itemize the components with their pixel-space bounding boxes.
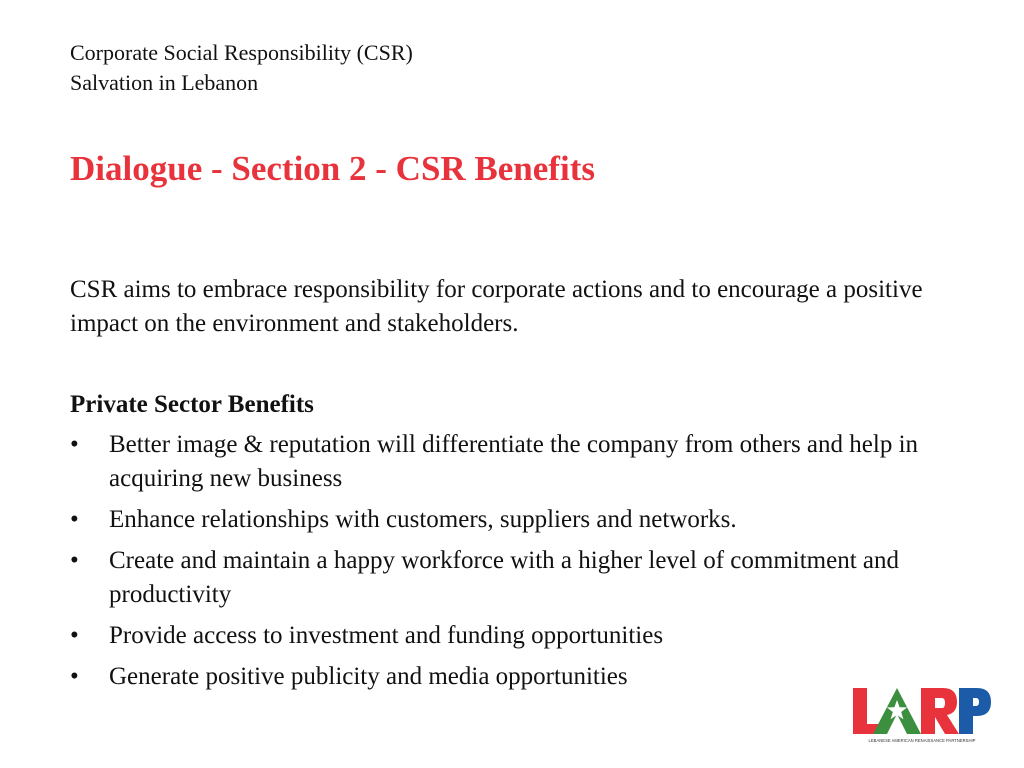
- list-item-text: Better image & reputation will differentiate the company from others and help in acquiring new business: [109, 431, 919, 492]
- logo-letter-p: [959, 688, 991, 734]
- benefits-list: [70, 428, 960, 701]
- larp-logo: [851, 686, 993, 744]
- list-item-text: Create and maintain a happy workforce with a higher level of commitment and productivity: [109, 547, 900, 608]
- list-item: [70, 428, 960, 496]
- list-item: [70, 544, 960, 612]
- list-item: [70, 660, 960, 694]
- list-item-text: Enhance relationships with customers, suppliers and networks.: [109, 506, 737, 533]
- list-item-text: Generate positive publicity and media opportunities: [109, 663, 628, 690]
- slide-header: [70, 38, 413, 98]
- bullet-icon: •: [70, 622, 79, 649]
- list-item: [70, 503, 960, 537]
- header-line-2: Salvation in Lebanon: [70, 70, 259, 95]
- bullet-icon: •: [70, 431, 79, 458]
- logo-letter-r: [921, 688, 959, 734]
- bullet-icon: •: [70, 506, 79, 533]
- section-heading: Private Sector Benefits: [70, 391, 314, 418]
- logo-tagline: LEBANESE AMERICAN RENAISSANCE PARTNERSHIP: [868, 738, 976, 743]
- list-item-text: Provide access to investment and funding opportunities: [109, 622, 664, 649]
- bullet-icon: •: [70, 547, 79, 574]
- header-line-1: Corporate Social Responsibility (CSR): [70, 40, 413, 65]
- bullet-icon: •: [70, 663, 79, 690]
- slide-title: Dialogue - Section 2 - CSR Benefits: [70, 149, 595, 188]
- intro-paragraph: CSR aims to embrace responsibility for corporate actions and to encourage a positive impact on the environment and stakeholders.: [70, 276, 923, 337]
- list-item: [70, 619, 960, 653]
